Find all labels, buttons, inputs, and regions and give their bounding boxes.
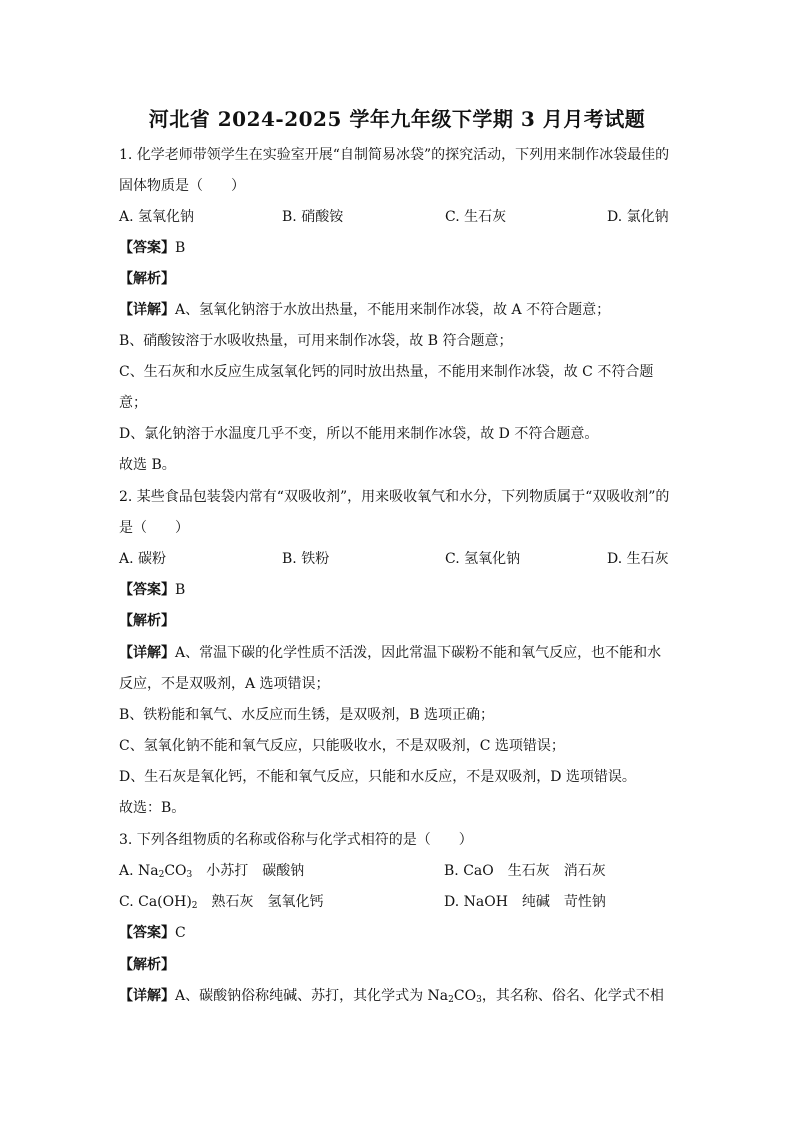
q3-option-c — [119, 892, 324, 912]
answer-value: B — [175, 240, 186, 256]
formula-text: CO — [453, 988, 477, 1004]
option-text: 小苏打 碳酸钠 — [192, 863, 305, 879]
answer-label: 【答案】 — [119, 925, 175, 941]
q3-answer — [119, 923, 186, 943]
q1-detail-line1 — [119, 300, 610, 320]
q2-detail-line5: D、生石灰是氧化钙，不能和氧气反应，只能和水反应，不是双吸剂，D 选项错误。 — [119, 769, 636, 785]
q2-analysis-label: 【解析】 — [119, 613, 175, 629]
answer-label: 【答案】 — [119, 240, 175, 256]
answer-value: B — [175, 582, 186, 598]
q2-detail-line4: C、氢氧化钠不能和氧气反应，只能吸收水，不是双吸剂，C 选项错误； — [119, 738, 565, 754]
q2-stem-line2: 是（ ） — [119, 520, 189, 536]
q3-option-a — [119, 861, 304, 881]
q2-answer — [119, 580, 185, 600]
q3-detail-line1 — [119, 986, 664, 1006]
q2-detail-line3: B、铁粉能和氧气、水反应而生锈，是双吸剂，B 选项正确； — [119, 707, 495, 723]
q2-detail-line2: 反应，不是双吸剂，A 选项错误； — [119, 676, 330, 692]
option-text: 熟石灰 氢氧化钙 — [197, 894, 324, 910]
formula-subscript: 2 — [448, 995, 454, 1005]
detail-text: A、常温下碳的化学性质不活泼，因此常温下碳粉不能和氧气反应，也不能和水 — [175, 645, 662, 661]
formula-text: CO — [164, 863, 187, 879]
formula-text: C. Ca(OH) — [119, 894, 192, 910]
formula-subscript: 3 — [476, 995, 482, 1005]
q2-option-c: C. 氢氧化钠 — [445, 551, 521, 567]
q2-option-b: B. 铁粉 — [282, 551, 330, 567]
q1-option-c: C. 生石灰 — [445, 209, 507, 225]
q2-stem-line1: 2. 某些食品包装袋内常有“双吸收剂”，用来吸收氧气和水分，下列物质属于“双吸收剂”的 — [119, 489, 670, 505]
q1-detail-line4: 意； — [119, 395, 147, 411]
q2-conclusion: 故选：B。 — [119, 800, 186, 816]
q1-analysis-label: 【解析】 — [119, 271, 175, 287]
q1-option-d: D. 氯化钠 — [607, 209, 669, 225]
q2-detail-line1 — [119, 643, 661, 663]
q1-answer — [119, 238, 185, 258]
q3-stem: 3. 下列各组物质的名称或俗称与化学式相符的是（ ） — [119, 832, 473, 848]
answer-label: 【答案】 — [119, 582, 175, 598]
detail-label: 【详解】 — [119, 302, 175, 318]
q3-option-d: D. NaOH 纯碱 苛性钠 — [444, 894, 606, 910]
q1-detail-line3: C、生石灰和水反应生成氢氧化钙的同时放出热量，不能用来制作冰袋，故 C 不符合题 — [119, 364, 654, 380]
q1-option-b: B. 硝酸铵 — [282, 209, 344, 225]
q1-option-a: A. 氢氧化钠 — [119, 209, 195, 225]
q1-stem-line1: 1. 化学老师带领学生在实验室开展“自制简易冰袋”的探究活动，下列用来制作冰袋最佳的 — [119, 147, 670, 163]
detail-label: 【详解】 — [119, 988, 175, 1004]
detail-text: A、碳酸钠俗称纯碱、苏打，其化学式为 Na — [175, 988, 449, 1004]
q1-conclusion: 故选 B。 — [119, 457, 176, 473]
q2-option-d: D. 生石灰 — [607, 551, 669, 567]
answer-value: C — [175, 925, 186, 941]
detail-text: ，其名称、俗名、化学式不相 — [481, 988, 664, 1004]
q1-detail-line2: B、硝酸铵溶于水吸收热量，可用来制作冰袋，故 B 符合题意； — [119, 333, 513, 349]
q3-option-b: B. CaO 生石灰 消石灰 — [444, 863, 606, 879]
formula-subscript: 2 — [158, 870, 165, 880]
detail-label: 【详解】 — [119, 645, 175, 661]
page-title: 河北省 2024-2025 学年九年级下学期 3 月月考试题 — [148, 107, 646, 131]
q2-option-a: A. 碳粉 — [119, 551, 167, 567]
formula-subscript: 3 — [186, 870, 193, 880]
q3-analysis-label: 【解析】 — [119, 957, 175, 973]
formula-text: A. Na — [119, 863, 159, 879]
q1-detail-line5: D、氯化钠溶于水温度几乎不变，所以不能用来制作冰袋，故 D 不符合题意。 — [119, 426, 599, 442]
formula-subscript: 2 — [191, 901, 198, 911]
detail-text: A、氢氧化钠溶于水放出热量，不能用来制作冰袋，故 A 不符合题意； — [175, 302, 611, 318]
q1-stem-line2: 固体物质是（ ） — [119, 178, 245, 194]
